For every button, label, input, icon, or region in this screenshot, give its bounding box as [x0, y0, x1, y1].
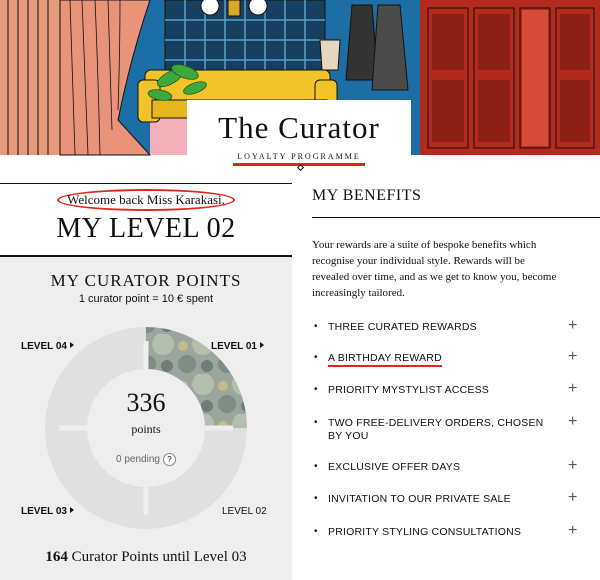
- caret-right-icon: [260, 342, 264, 348]
- points-value: 336: [126, 388, 166, 417]
- brand-logo[interactable]: [187, 100, 411, 162]
- benefits-panel: [312, 183, 600, 580]
- brand-title: The Curator: [218, 110, 380, 145]
- benefits-intro: Your rewards are a suite of bespoke benefits which recognise your individual style. Rewards will be revealed over time, and as we get to know you, become increasingly tailored.: [312, 239, 557, 299]
- level-01-label[interactable]: LEVEL 01: [211, 341, 264, 352]
- bullet-icon: •: [314, 417, 318, 428]
- bullet-icon: •: [314, 526, 318, 537]
- points-unit: points: [131, 422, 161, 436]
- expand-plus-icon[interactable]: +: [568, 457, 578, 474]
- benefit-label: THREE CURATED REWARDS: [328, 321, 477, 333]
- benefit-label: PRIORITY MYSTYLIST ACCESS: [328, 384, 489, 396]
- expand-plus-icon[interactable]: +: [568, 380, 578, 397]
- expand-plus-icon[interactable]: +: [568, 489, 578, 506]
- bullet-icon: •: [314, 352, 318, 363]
- bullet-icon: •: [314, 493, 318, 504]
- hero-illustration: [0, 0, 600, 161]
- benefit-label: A BIRTHDAY REWARD: [328, 352, 442, 367]
- divider: [0, 183, 292, 184]
- level-progress-ring: [0, 257, 292, 580]
- points-until-next-level: 164 Curator Points until Level 03: [45, 549, 247, 565]
- expand-plus-icon[interactable]: +: [568, 348, 578, 365]
- level-02-label: LEVEL 02: [222, 506, 267, 517]
- benefit-label: PRIORITY STYLING CONSULTATIONS: [328, 526, 522, 538]
- brand-subtitle: LOYALTY PROGRAMME: [233, 152, 364, 166]
- expand-plus-icon[interactable]: +: [568, 317, 578, 334]
- welcome-message: Welcome back Miss Karakasi.: [57, 189, 235, 211]
- help-icon[interactable]: ?: [163, 453, 176, 466]
- level-title: MY LEVEL 02: [56, 213, 236, 244]
- curator-points-panel: [0, 257, 292, 580]
- bullet-icon: •: [314, 384, 318, 395]
- level-panel: [0, 183, 292, 580]
- benefit-label: INVITATION TO OUR PRIVATE SALE: [328, 493, 511, 505]
- bullet-icon: •: [314, 321, 318, 332]
- expand-plus-icon[interactable]: +: [568, 413, 578, 430]
- expand-plus-icon[interactable]: +: [568, 522, 578, 539]
- caret-right-icon: [70, 342, 74, 348]
- bullet-icon: •: [314, 461, 318, 472]
- benefits-title: MY BENEFITS: [312, 187, 422, 204]
- benefit-label: EXCLUSIVE OFFER DAYS: [328, 461, 461, 473]
- pending-points: 0 pending ?: [96, 453, 196, 466]
- benefit-label: TWO FREE-DELIVERY ORDERS, CHOSEN BY YOU: [328, 417, 544, 442]
- divider: [312, 217, 600, 218]
- points-rate: 1 curator point = 10 € spent: [78, 293, 214, 305]
- points-title: MY CURATOR POINTS: [50, 271, 242, 290]
- level-03-label[interactable]: LEVEL 03: [21, 506, 74, 517]
- caret-right-icon: [70, 507, 74, 513]
- level-04-label[interactable]: LEVEL 04: [21, 341, 74, 352]
